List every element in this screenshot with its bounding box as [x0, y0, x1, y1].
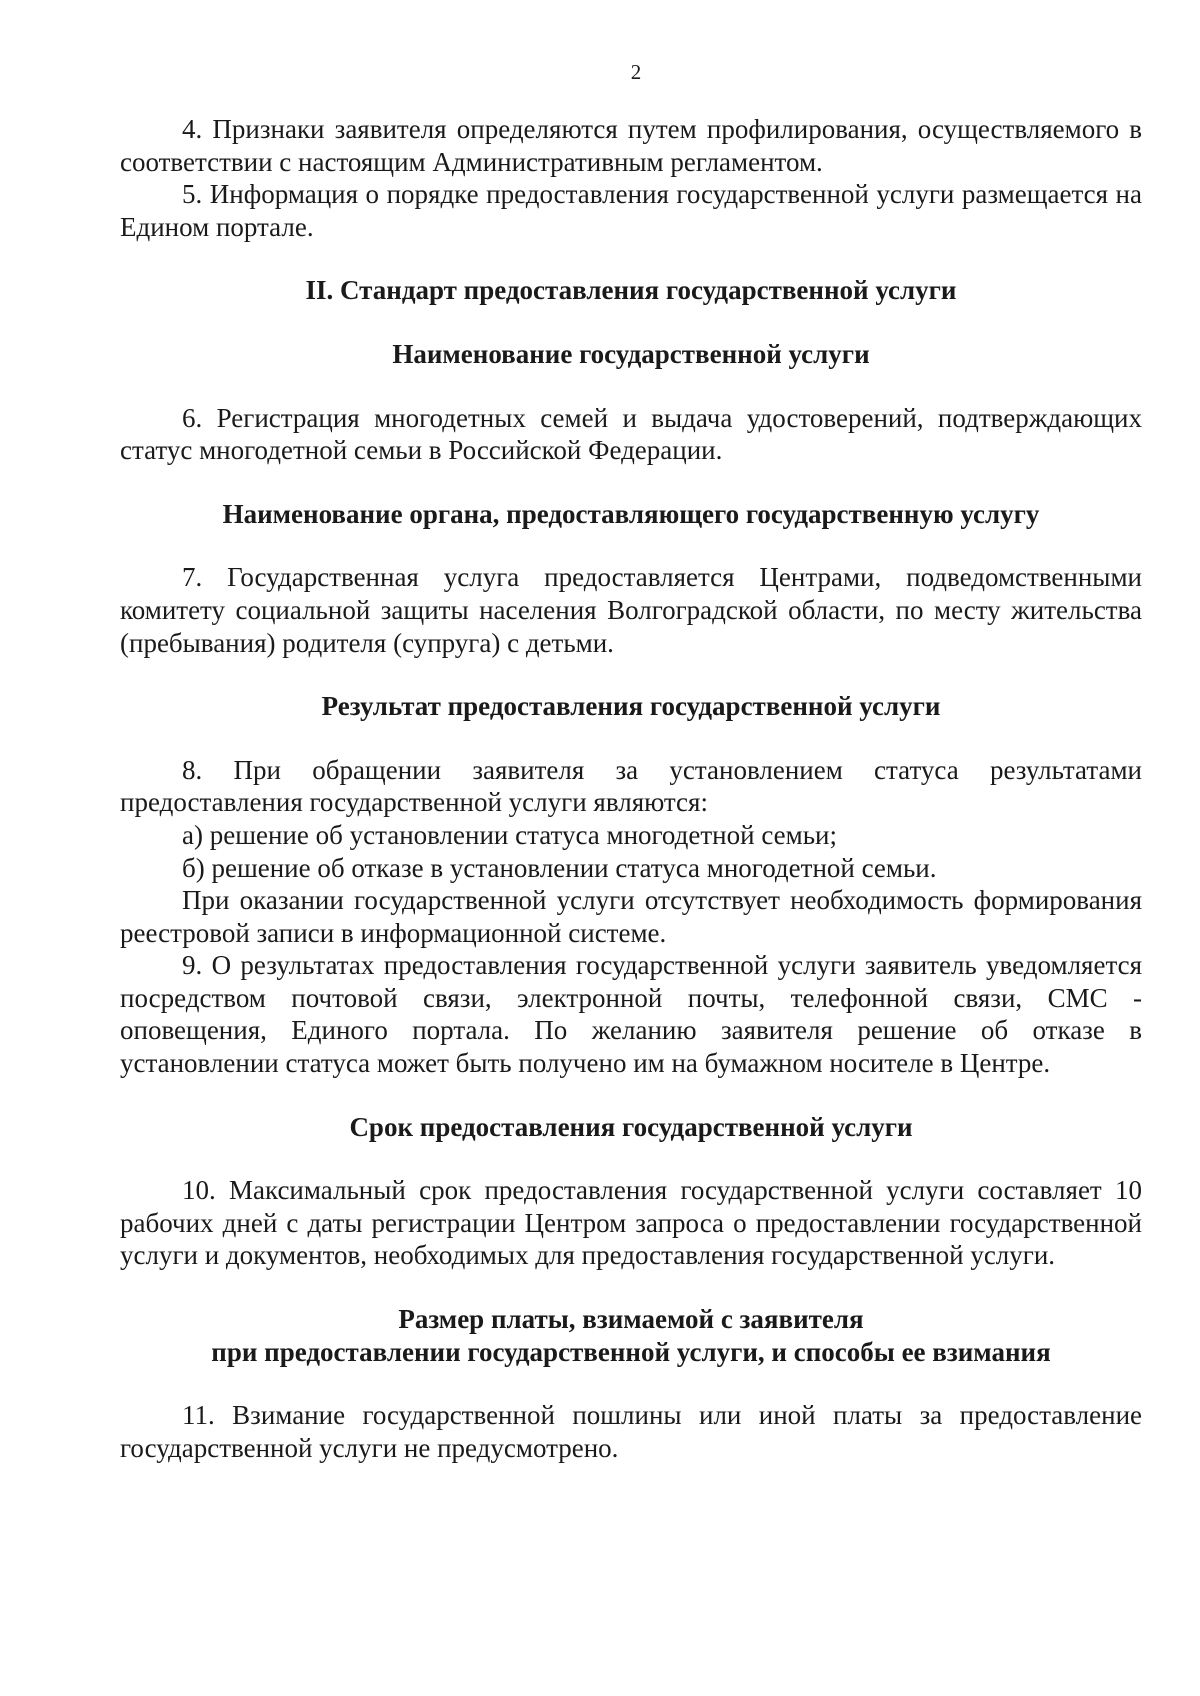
paragraph-8a: а) решение об установлении статуса многодетной семьи;: [182, 819, 837, 850]
paragraph-11: 11. Взимание государственной пошлины или иной платы за предоставление государственной услуги не предусмотрено.: [120, 1400, 1142, 1463]
heading-service-result: Результат предоставления государственной услуги: [321, 691, 941, 722]
paragraph-7: 7. Государственная услуга предоставляется Центрами, подведомственными комитету социальной защиты населения Волгоградской области, по месту жительства (пребывания) родителя (супруга) с детьми.: [120, 562, 1142, 658]
heading-service-name: Наименование государственной услуги: [392, 338, 870, 369]
paragraph-8: 8. При обращении заявителя за установлением статуса результатами предоставления государственной услуги являются:: [120, 754, 1142, 818]
paragraph-8-note: При оказании государственной услуги отсутствует необходимость формирования реестровой записи в информационной системе.: [120, 885, 1142, 948]
paragraph-10: 10. Максимальный срок предоставления государственной услуги составляет 10 рабочих дней с даты регистрации Центром запроса о предоставлении государственной услуги и документов, необходимых для предоставления государственной услуги.: [120, 1175, 1142, 1271]
section-title: II. Стандарт предоставления государственной услуги: [305, 275, 957, 306]
heading-authority-name: Наименование органа, предоставляющего государственную услугу: [222, 498, 1040, 529]
heading-fee: [120, 1303, 1142, 1368]
paragraph-5: 5. Информация о порядке предоставления государственной услуги размещается на Едином портале.: [120, 179, 1142, 242]
paragraph-4: 4. Признаки заявителя определяются путем профилирования, осуществляемого в соответствии с настоящим Административным регламентом.: [120, 114, 1142, 177]
heading-fee-line-2: при предоставлении государственной услуги, и способы ее взимания: [211, 1336, 1051, 1367]
document-page: [120, 60, 1142, 1464]
paragraph-6: 6. Регистрация многодетных семей и выдача удостоверений, подтверждающих статус многодетной семьи в Российской Федерации.: [120, 402, 1142, 466]
heading-fee-line-1: Размер платы, взимаемой с заявителя: [398, 1304, 864, 1335]
paragraph-9: 9. О результатах предоставления государственной услуги заявитель уведомляется посредством почтовой связи, электронной почты, телефонной связи, СМС - оповещения, Единого портала. По желанию заявителя решение об отказе в установлении статуса может быть получено им на бумажном носителе в Центре.: [120, 950, 1142, 1079]
paragraph-8b: б) решение об отказе в установлении статуса многодетной семьи.: [182, 852, 937, 883]
heading-service-term: Срок предоставления государственной услуги: [349, 1111, 913, 1142]
page-number: 2: [630, 60, 642, 84]
